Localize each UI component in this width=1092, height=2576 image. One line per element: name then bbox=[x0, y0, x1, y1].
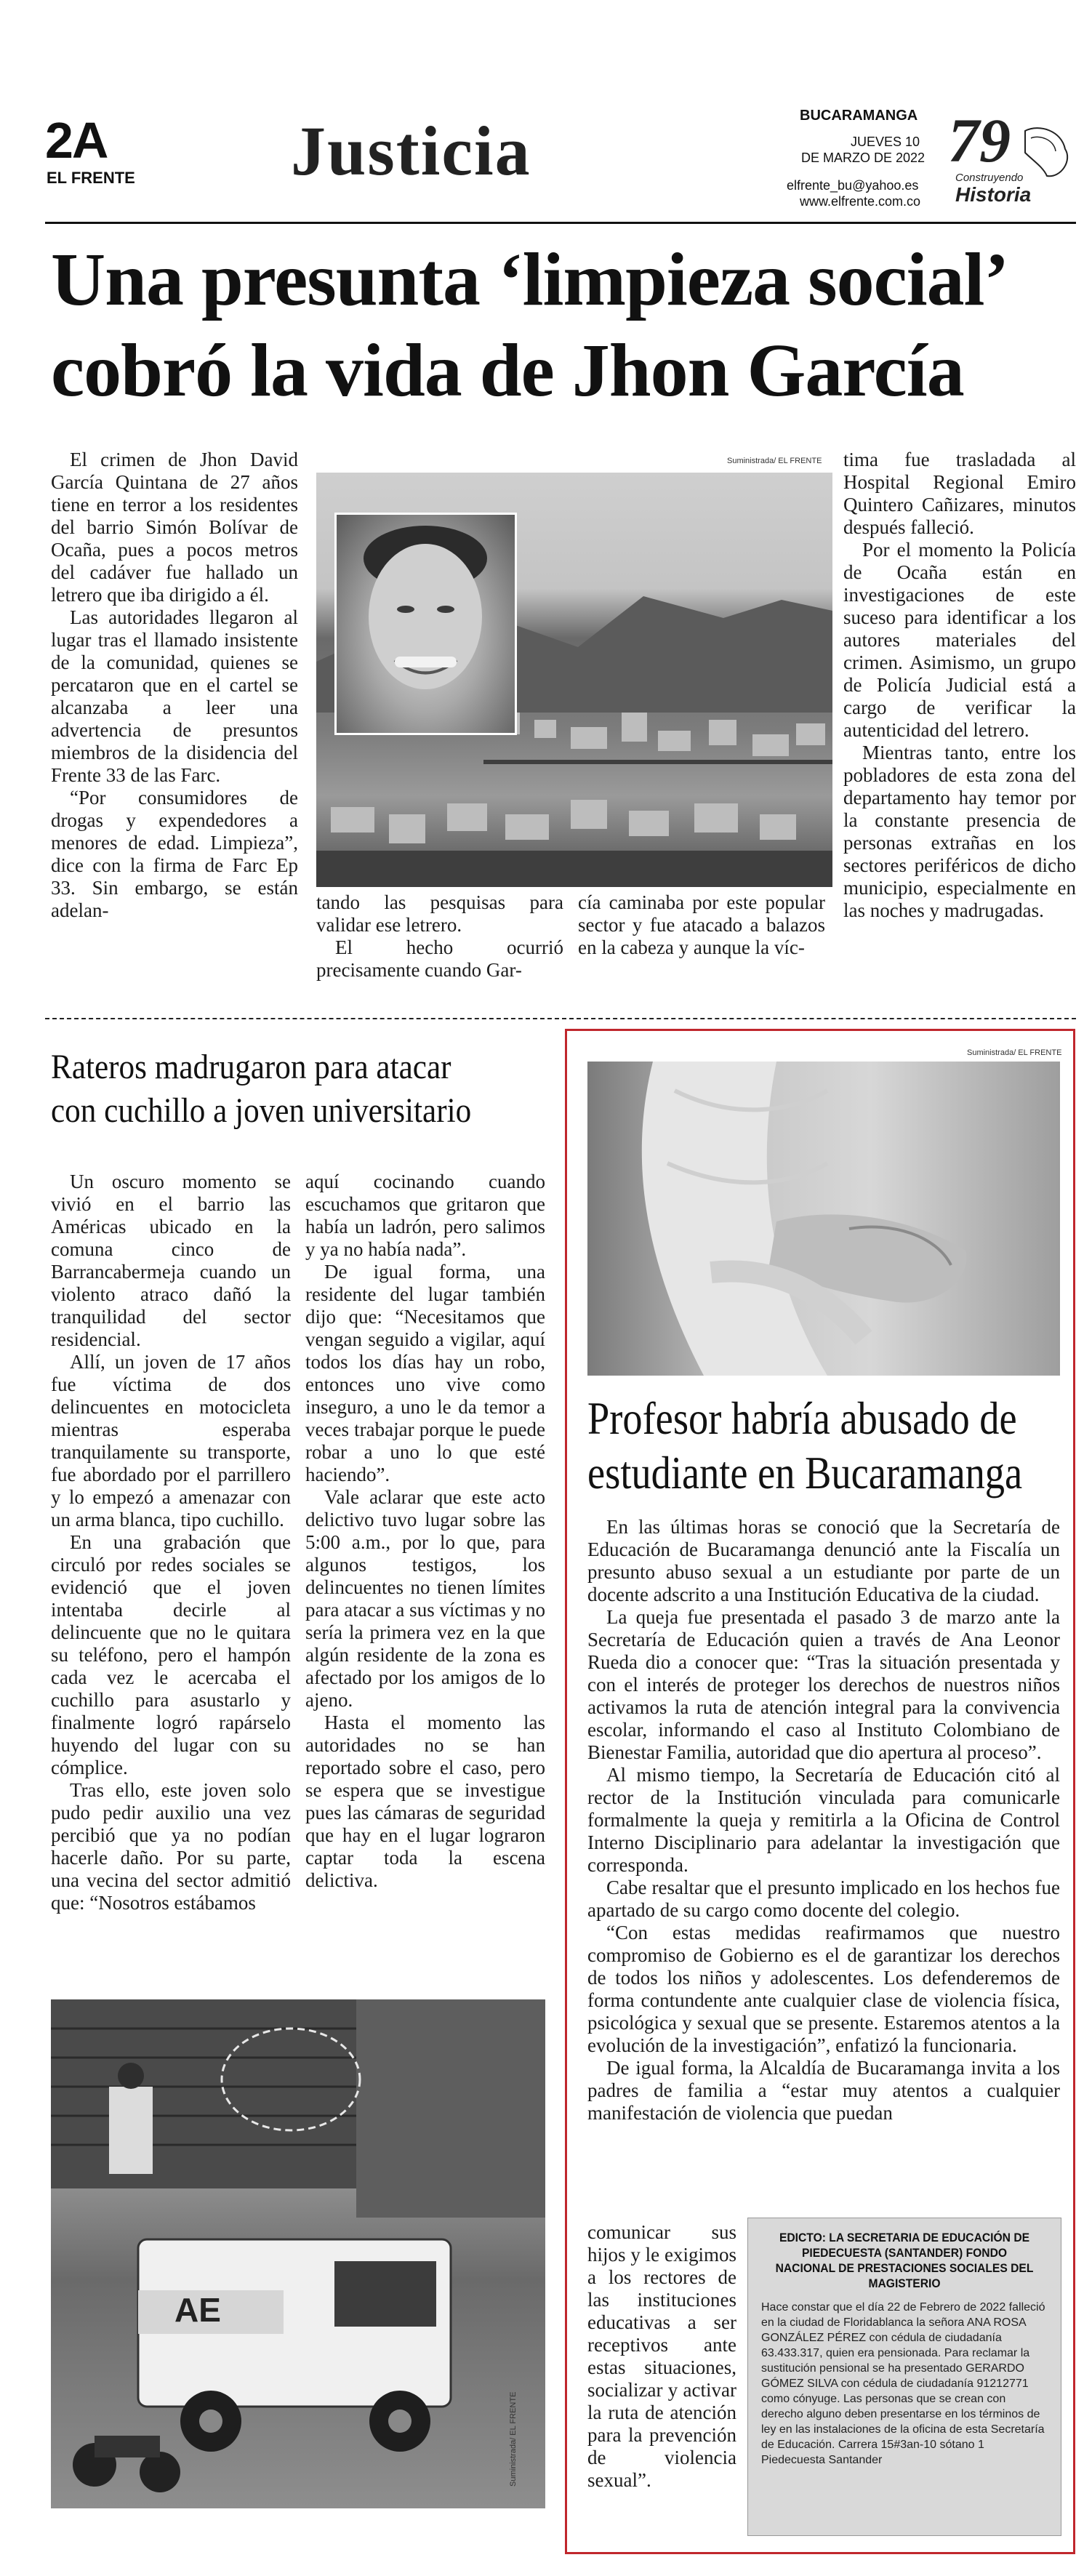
article3-narrow-col bbox=[587, 2221, 736, 2492]
paragraph: tando las pesquisas para validar ese letrero. bbox=[316, 891, 563, 936]
edicto-body: Hace constar que el día 22 de Febrero de 2022 falleció en la ciudad de Floridablanca la señora ANA ROSA GONZÁLEZ PÉREZ con cédula de ciudadanía 63.433.317, quien era pensionada. Para reclamar la sustitución pensional se ha presentado GERARDO GÓMEZ SILVA con cédula de ciudadanía 91212771 como cónyuge. Las personas que se crean con derecho alguno deben presentarse en los términos de ley en las instalaciones de la oficina de esta Secretaría de Educación. Carrera 15#3an-10 sótano 1 Piedecuesta Santander bbox=[761, 2301, 1045, 2466]
page-number: 2A bbox=[45, 112, 108, 169]
portrait-graphic bbox=[337, 515, 515, 733]
section-title: Justicia bbox=[291, 112, 531, 190]
paragraph: Mientras tanto, entre los pobladores de esta zona del departamento hay temor por la constante presencia de personas extrañas en los sectores periféricos de dicho municipio, especialmente en las noches y madrugadas. bbox=[843, 742, 1076, 921]
article2-headline-2: con cuchillo a joven universitario bbox=[51, 1091, 472, 1130]
article1-col1 bbox=[51, 449, 298, 922]
article1-col3 bbox=[578, 891, 825, 959]
article2-headline-1: Rateros madrugaron para atacar bbox=[51, 1048, 451, 1086]
paragraph: Hasta el momento las autoridades no se han reportado sobre el caso, pero se espera que se investigue pues las cámaras de seguridad que hay en el lugar lograron captar toda la escena delictiva. bbox=[305, 1712, 545, 1891]
paragraph: Vale aclarar que este acto delictivo tuvo lugar sobre las 5:00 a.m., por lo que, para algunos testigos, los delincuentes no tienen límites para atacar a sus víctimas y no sería la primera vez en la que algún residente de la zona es afectado por los amigos de lo ajeno. bbox=[305, 1486, 545, 1711]
paragraph: Las autoridades llegaron al lugar tras el llamado insistente de la comunidad, quienes se percataron que en el cartel se alcanzaba a leer una advertencia de presuntos miembros de la disidencia del Frente 33 de las Farc. bbox=[51, 606, 298, 786]
paragraph: En una grabación que circuló por redes sociales se evidenció que el joven intentaba decirle al delincuente que no le quitara su teléfono, pero el hampón cada vez le acercaba el cuchillo para asustarlo y finalmente logró rapárselo huyendo del lugar con su cómplice. bbox=[51, 1531, 291, 1778]
paragraph: De igual forma, la Alcaldía de Bucaramanga invita a los padres de familia a “estar muy atentos a cualquier manifestación de violencia que puedan bbox=[587, 2057, 1060, 2124]
edicto-title: EDICTO: LA SECRETARIA DE EDUCACIÓN DE PIEDECUESTA (SANTANDER) FONDO NACIONAL DE PRESTACIONES SOCIALES DEL MAGISTERIO bbox=[775, 2231, 1034, 2290]
paragraph: Allí, un joven de 17 años fue víctima de dos delincuentes en motocicleta mientras esperaba tranquilamente su transporte, fue abordado por el parrillero y lo empezó a amenazar con un arma blanca, tipo cuchillo. bbox=[51, 1351, 291, 1530]
article1-headline-2: cobró la vida de Jhon García bbox=[51, 329, 964, 412]
article3-photo-credit: Suministrada/ EL FRENTE bbox=[967, 1048, 1062, 1057]
paragraph: comunicar sus hijos y le exigimos a los rectores de las instituciones educativas a ser receptivos ante estas situaciones, socializar y activar la ruta de atención para la prevención de violencia sexual”. bbox=[587, 2221, 736, 2491]
article3-body bbox=[587, 1516, 1060, 2124]
article1-col4 bbox=[843, 449, 1076, 922]
article2-col1 bbox=[51, 1171, 291, 1914]
paragraph: cía caminaba por este popular sector y fue atacado a balazos en la cabeza y aunque la víc- bbox=[578, 891, 825, 958]
paragraph: El hecho ocurrió precisamente cuando Gar- bbox=[316, 936, 563, 981]
paragraph: En las últimas horas se conoció que la Secretaría de Educación de Bucaramanga denunció ante la Fiscalía un presunto abuso sexual a un estudiante por parte de un docente adscrito a una Institución Educativa de la ciudad. bbox=[587, 1516, 1060, 1605]
paragraph: “Con estas medidas reafirmamos que nuestro compromiso de Gobierno es el de garantizar los derechos de todos los niños y adolescentes. Los defenderemos de forma contundente ante cualquier clase de violencia física, psicológica y sexual que se presente. Estaremos atentos a la evolución de la investigación”, enfatizó la funcionaria. bbox=[587, 1922, 1060, 2056]
anniversary-text-2: Historia bbox=[955, 183, 1032, 206]
section-divider bbox=[45, 1018, 1076, 1019]
masthead-email[interactable]: elfrente_bu@yahoo.es bbox=[787, 178, 919, 193]
article3-headline-1: Profesor habría abusado de bbox=[587, 1392, 1017, 1444]
paragraph: Un oscuro momento se vivió en el barrio las Américas ubicado en la comuna cinco de Barrancabermeja cuando un violento atraco dañó la tranquilidad del sector residencial. bbox=[51, 1171, 291, 1350]
paragraph: Cabe resaltar que el presunto implicado en los hechos fue apartado de su cargo como docente del colegio. bbox=[587, 1877, 1060, 1921]
masthead-rule bbox=[45, 222, 1076, 224]
paragraph: La queja fue presentada el pasado 3 de marzo ante la Secretaría de Educación quien a través de Ana Leonor Rueda dio a conocer que: “Tras la situación presentada y con el interés de proteger los derechos de nuestros niños activamos la ruta de atención integral para la convivencia escolar, informando el caso al Instituto Colombiano de Bienestar Familia, autoridad que dio apertura al proceso”. bbox=[587, 1606, 1060, 1763]
masthead-date-1: JUEVES 10 bbox=[851, 135, 920, 149]
victim-portrait bbox=[334, 513, 517, 735]
masthead-date-2: DE MARZO DE 2022 bbox=[801, 151, 926, 165]
truck-logo: AE bbox=[174, 2291, 221, 2329]
paper-name: EL FRENTE bbox=[47, 169, 135, 187]
paragraph: “Por consumidores de drogas y expendedores a menores de edad. Limpieza”, dice con la firma de Farc Ep 33. Sin embargo, se están adelan- bbox=[51, 787, 298, 921]
paragraph: De igual forma, una residente del lugar también dijo que: “Necesitamos que vengan seguido a vigilar, aquí todos los días hay un robo, entonces uno vive como inseguro, a uno le da temor a veces trabajar porque le puede robar a uno lo que esté haciendo”. bbox=[305, 1261, 545, 1485]
anniversary-text-1: Construyendo bbox=[955, 172, 1024, 184]
masthead-website[interactable]: www.elfrente.com.co bbox=[800, 194, 921, 209]
article2-col2 bbox=[305, 1171, 545, 1892]
paragraph: Por el momento la Policía de Ocaña están en investigaciones de este suceso para identificar a los autores materiales del crimen. Asimismo, un grupo de Policía Judicial está a cargo de verificar la autenticidad del letrero. bbox=[843, 539, 1076, 741]
anniversary-number: 79 bbox=[948, 105, 1011, 175]
anniversary-logo bbox=[945, 105, 1076, 211]
paragraph: Tras ello, este joven solo pudo pedir auxilio una vez percibió que ya no podían hacerle daño. Por su parte, una vecina del sector admitió que: “Nosotros estábamos bbox=[51, 1779, 291, 1914]
article1-headline-1: Una presunta ‘limpieza social’ bbox=[51, 238, 1009, 321]
hands-graphic bbox=[587, 1062, 1060, 1376]
article3-headline-2: estudiante en Bucaramanga bbox=[587, 1447, 1023, 1498]
paragraph: aquí cocinando cuando escuchamos que gritaron que había un ladrón, pero salimos y ya no había nada”. bbox=[305, 1171, 545, 1260]
article3-photo bbox=[587, 1062, 1060, 1376]
paragraph: El crimen de Jhon David García Quintana de 27 años tiene en terror a los residentes del barrio Simón Bolívar de Ocaña, pues a pocos metros del cadáver fue hallado un letrero que iba dirigido a él. bbox=[51, 449, 298, 606]
article1-col2 bbox=[316, 891, 563, 982]
edicto-box bbox=[747, 2218, 1061, 2536]
masthead-city: BUCARAMANGA bbox=[800, 108, 918, 124]
article1-photo-credit: Suministrada/ EL FRENTE bbox=[727, 457, 822, 465]
street-robbery-graphic bbox=[51, 1999, 545, 2508]
article1-photo bbox=[316, 473, 832, 887]
paragraph: Al mismo tiempo, la Secretaría de Educación citó al rector de la Institución vinculada para comunicarle formalmente la queja y remitirla a la Oficina de Control Interno Disciplinario para adelantar la investigación que corresponda. bbox=[587, 1764, 1060, 1876]
article2-photo bbox=[51, 1999, 545, 2508]
article2-photo-credit: Suministrada/ EL FRENTE bbox=[509, 2391, 518, 2487]
paragraph: tima fue trasladada al Hospital Regional Emiro Quintero Cañizares, minutos después falleció. bbox=[843, 449, 1076, 538]
